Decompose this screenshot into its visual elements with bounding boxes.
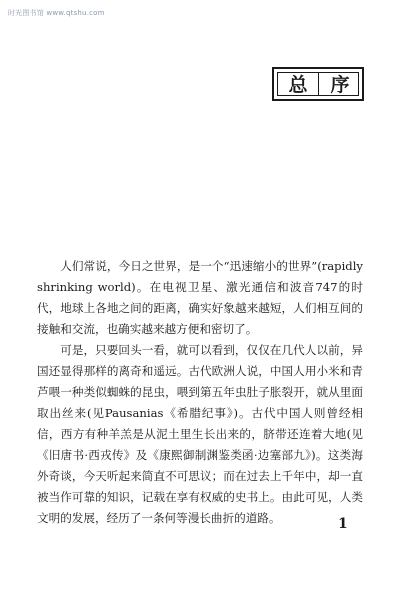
paragraph: 人们常说，今日之世界，是一个“迅速缩小的世界”(rapidly shrinking world)。在电视卫星、激光通信和波音747的时代，地球上各地之间的距离，确实好象越来越短，人们相互间的接触和交流，也确实越来越方便和密切了。 — [37, 259, 363, 336]
title-divider — [318, 72, 319, 96]
watermark: 时光图书馆 www.qtshu.com — [8, 9, 105, 17]
page-number: 1 — [338, 516, 348, 532]
section-title-char-2: 序 — [330, 74, 350, 96]
body-text — [37, 256, 363, 529]
section-title-box — [272, 67, 364, 101]
section-title-char-1: 总 — [288, 74, 308, 96]
paragraph: 可是，只要回头一看，就可以看到，仅仅在几代人以前，异国还显得那样的离奇和遥远。古代欧洲人说，中国人用小米和青芦喂一种类似蜘蛛的昆虫，喂到第五年虫肚子胀裂开，就从里面取出丝来(见Pausanias《希腊纪事》)。古代中国人则曾经相信，西方有种羊羔是从泥土里生长出来的，脐带还连着大地(见《旧唐书·西戎传》及《康熙御制渊鉴类函·边塞部九》)。这类海外奇谈，今天听起来简直不可思议；而在过去上千年中，却一直被当作可靠的知识，记载在享有权威的史书上。由此可见，人类文明的发展，经历了一条何等漫长曲折的道路。 — [37, 343, 363, 525]
